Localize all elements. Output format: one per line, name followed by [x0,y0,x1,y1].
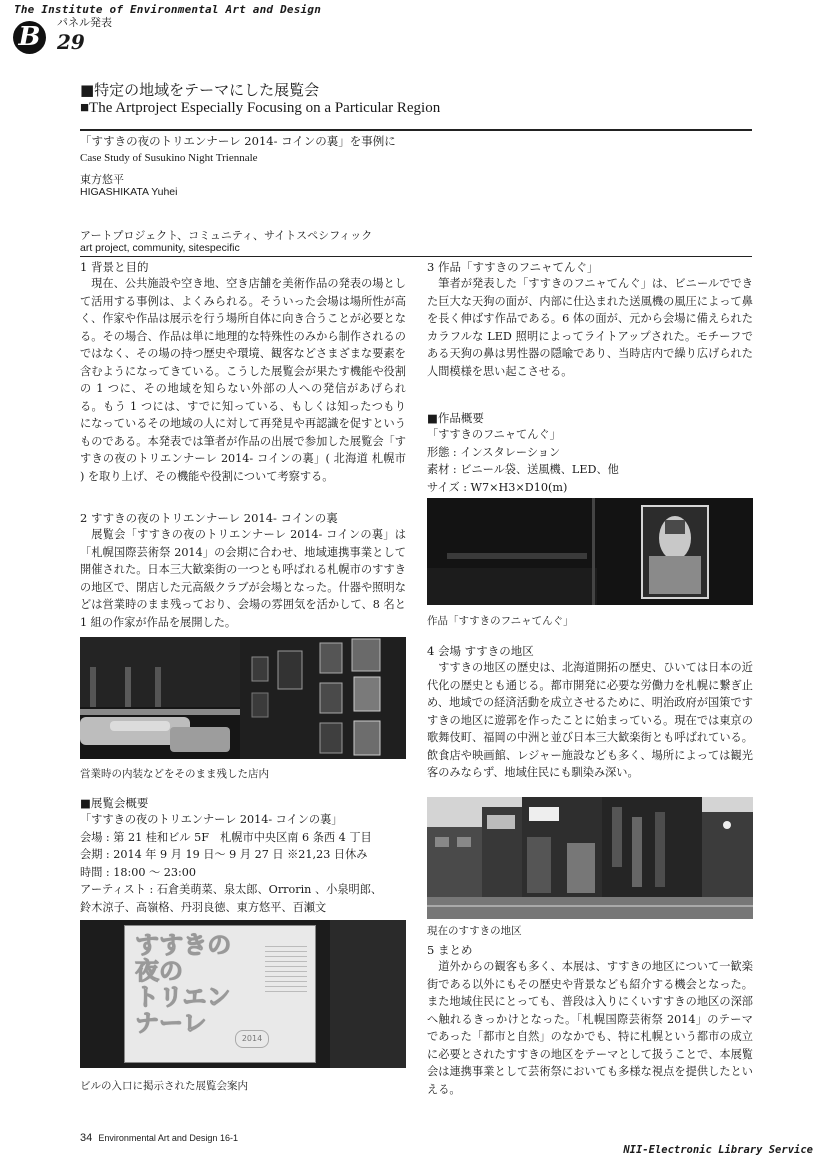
poster-caption: ビルの入口に掲示された展覧会案内 [80,1080,248,1092]
category-badge: B [13,21,46,54]
section-1 [80,259,406,485]
district-illustration [427,797,753,919]
poster-title-line: ナーレ [135,1009,207,1037]
title-jp: ■特定の地域をテーマにした展覧会 [80,81,320,99]
poster-side-wall [330,920,406,1068]
exhibition-overview-line: 会場 : 第 21 桂和ビル 5F 札幌市中央区南 6 条西 4 丁目 [80,830,372,844]
artwork-caption: 作品「すすきのフニャてんぐ」 [427,615,574,627]
exhibition-overview-heading: ■展覧会概要 [80,796,149,810]
section-2-heading: 2 すすきの夜のトリエンナーレ 2014- コインの裏 [80,511,338,525]
subtitle-jp: 「すすきの夜のトリエンナーレ 2014- コインの裏」を事例に [80,134,396,148]
keywords-en: art project, community, sitespecific [80,242,240,254]
section-4-heading: 4 会場 すすきの地区 [427,644,534,658]
section-3-body: 筆者が発表した「すすきのフニャてんぐ」は、ビニールでできた巨大な天狗の面が、内部に仕込まれた送風機の風圧によって鼻を長く伸ばす作品である。6 体の面が、元から会場に備えられたカラフルな LED 照明によってライトアップされた。モチーフである天狗の鼻は男性器の隠喩であり、当時店内で繰り広げられた人間模様を思い起こさせる。 [427,277,753,378]
artwork-photo [427,498,753,605]
section-2 [80,510,406,631]
poster-title-line: 夜の [135,957,183,985]
club-interior-caption: 営業時の内装などをそのまま残した店内 [80,768,269,780]
club-interior-photo [80,637,406,759]
author-jp: 東方悠平 [80,173,124,186]
title-rule [80,129,752,131]
artwork-illustration [427,498,753,605]
work-overview-line: サイズ : W7×H3×D10(m) [427,480,568,494]
work-overview-heading: ■作品概要 [427,411,484,425]
district-caption: 現在のすすきの地区 [427,925,522,937]
poster-info-text [265,946,307,996]
exhibition-overview [80,795,406,916]
section-3-heading: 3 作品「すすきのフニャてんぐ」 [427,260,599,274]
poster-title-line: トリエン [135,983,231,1011]
poster-board [124,925,316,1063]
nii-service-label: NII-Electronic Library Service [623,1144,813,1156]
section-4-body: すすきの地区の歴史は、北海道開拓の歴史、ひいては日本の近代化の歴史とも通じる。都市開発に必要な労働力を札幌に繋ぎ止め、地域での経済活動を成立させるために、明治政府が国策ですすきの地区に遊郭を作ったことに始まっている。現在では東京の歌舞伎町、福岡の中洲と並び日本三大歓楽街とも呼ばれている。飲食店や映画館、レジャー施設なども多く、場所によっては観光客のみならず、地域住民にも馴染み深い。 [427,661,753,779]
section-5 [427,942,753,1098]
section-5-heading: 5 まとめ [427,943,473,957]
keywords-jp: アートプロジェクト、コミュニティ、サイトスペシフィック [80,229,373,242]
club-interior-illustration [80,637,406,759]
poster-title [135,932,255,1036]
author-en: HIGASHIKATA Yuhei [80,186,178,198]
footer-page-info [80,1132,238,1144]
poster-title-line: すすきの [135,931,232,959]
page-number: 34 [80,1132,93,1144]
panel-label: パネル発表 [57,16,112,29]
keyword-rule [80,256,752,257]
poster-photo [80,920,406,1068]
journal-name: Environmental Art and Design 16-1 [98,1133,238,1143]
section-4 [427,643,753,782]
exhibition-overview-line: アーティスト : 石倉美萌菜、泉太郎、Orrorin 、小泉明郎、 [80,883,383,896]
work-overview-line: 素材 : ビニール袋、送風機、LED、他 [427,463,619,476]
title-en: ■The Artproject Especially Focusing on a Particular Region [80,100,441,116]
subtitle-en: Case Study of Susukino Night Triennale [80,152,258,164]
work-overview-line: 形態 : インスタレーション [427,445,561,459]
work-overview-line: 「すすきのフニャてんぐ」 [427,428,561,441]
exhibition-overview-line: 「すすきの夜のトリエンナーレ 2014- コインの裏」 [80,813,343,826]
work-overview [427,410,753,496]
poster-year-badge: 2014 [235,1030,269,1048]
institute-header: The Institute of Environmental Art and Design [14,3,322,16]
section-5-body: 道外からの観客も多く、本展は、すすきの地区について一歓楽街である以外にもその歴史や背景なども紹介する機会となった。また地域住民にとっても、普段は入りにくいすすきの地区の深部へ触れるきっかけとなった。「札幌国際芸術祭 2014」のテーマであった「都市と自然」のなかでも、特に札幌という都市の成立に必要とされたすすきの地区をテーマとして扱うことで、本展覧会は連携事業として芸術祭においても多様な視点を提供したといえる。 [427,960,753,1096]
section-1-heading: 1 背景と目的 [80,260,149,274]
section-1-body: 現在、公共施設や空き地、空き店舗を美術作品の発表の場として活用する事例は、よくみられる。そういった会場は場所性が高く、作家や作品は展示を行う場所自体に向き合うことが必要となる。その場合、作品は単に地理的な特殊性のみから制作されるのではなく、その場の持つ歴史や環境、観客などさまざまな要素を含むようになってきている。こうした展覧会が果たす機能や役割の 1 つに、その地域を知らない外部の人への発信があげられる。もう 1 つには、すでに知っている、もしくは知ったつもりになっているその地域の人に対して再発見や再認識を促すというものである。本発表では筆者が作品の出展で参加した展覧会「すすきの夜のトリエンナーレ 2014- コインの裏」( 北海道 札幌市 ) を取り上げ、その機能や役割について考察する。 [80,277,406,483]
section-3 [427,259,753,380]
district-photo [427,797,753,919]
exhibition-overview-line: 会期 : 2014 年 9 月 19 日～ 9 月 27 日 ※21,23 日休み [80,848,368,861]
section-2-body: 展覧会「すすきの夜のトリエンナーレ 2014- コインの裏」は「札幌国際芸術祭 2014」の会期に合わせ、地域連携事業として開催された。日本三大歓楽街の一つとも呼ばれる札幌市のすすきの地区で、閉店した元高級クラブが会場となった。什器や照明などは営業時のまま残っており、会場の雰囲気を活かして、8 名と 1 組の作家が作品を展開した。 [80,528,406,629]
exhibition-overview-line: 鈴木涼子、高嶺格、丹羽良徳、東方悠平、百瀬文 [80,900,327,914]
exhibition-overview-line: 時間 : 18:00 ～ 23:00 [80,865,197,879]
panel-number: 29 [57,30,85,54]
